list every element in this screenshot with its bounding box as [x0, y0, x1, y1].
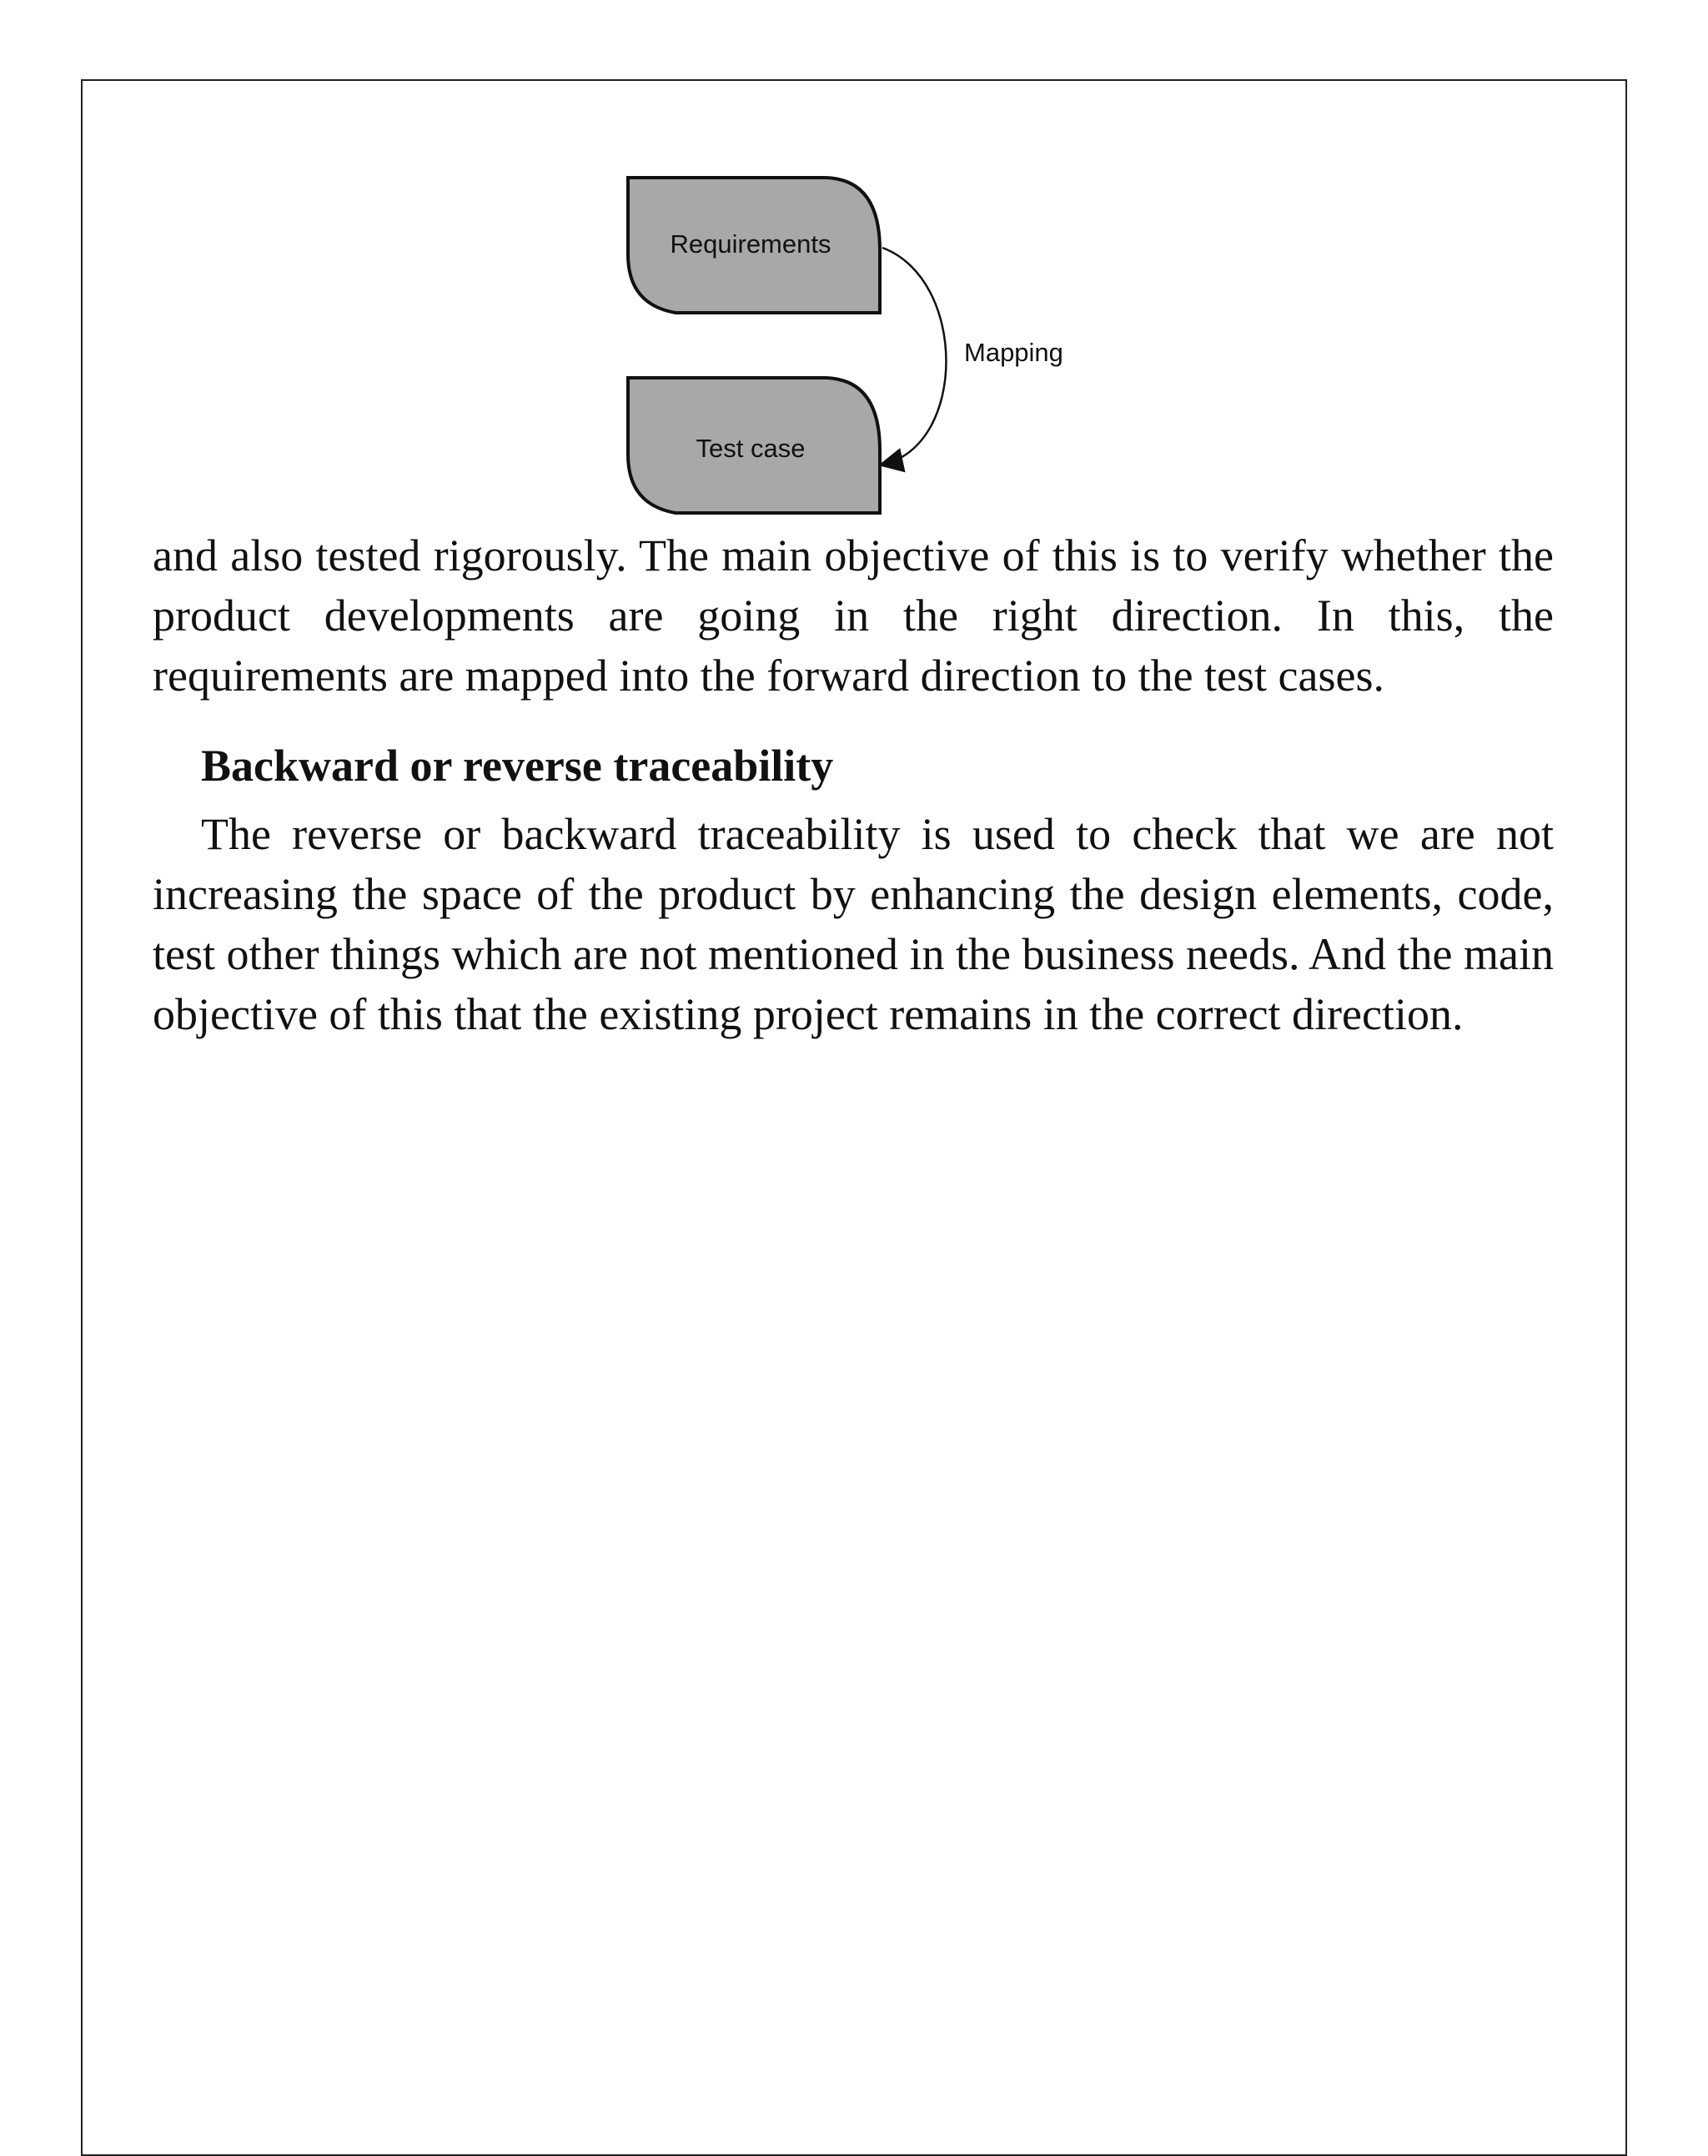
- requirements-label: Requirements: [670, 229, 831, 259]
- section-heading: Backward or reverse traceability: [201, 741, 834, 791]
- traceability-diagram: [617, 171, 1084, 521]
- mapping-arrow: [882, 248, 947, 465]
- requirements-box: [628, 178, 880, 313]
- paragraph-forward-traceability: and also tested rigorously. The main objective of this is to verify whether the product developments are going in the right direction. In this, the requirements are mapped into the forward direction to the test cases.: [153, 530, 1554, 701]
- paragraph-backward-traceability: The reverse or backward traceability is used to check that we are not increasing the space of the product by enhancing the design elements, code, test other things which are not mentioned in the business needs. And the main objective of this that the existing project remains in the correct direction.: [153, 809, 1554, 1039]
- mapping-label: Mapping: [964, 338, 1063, 367]
- test-case-box: [628, 378, 880, 513]
- test-case-label: Test case: [696, 434, 806, 463]
